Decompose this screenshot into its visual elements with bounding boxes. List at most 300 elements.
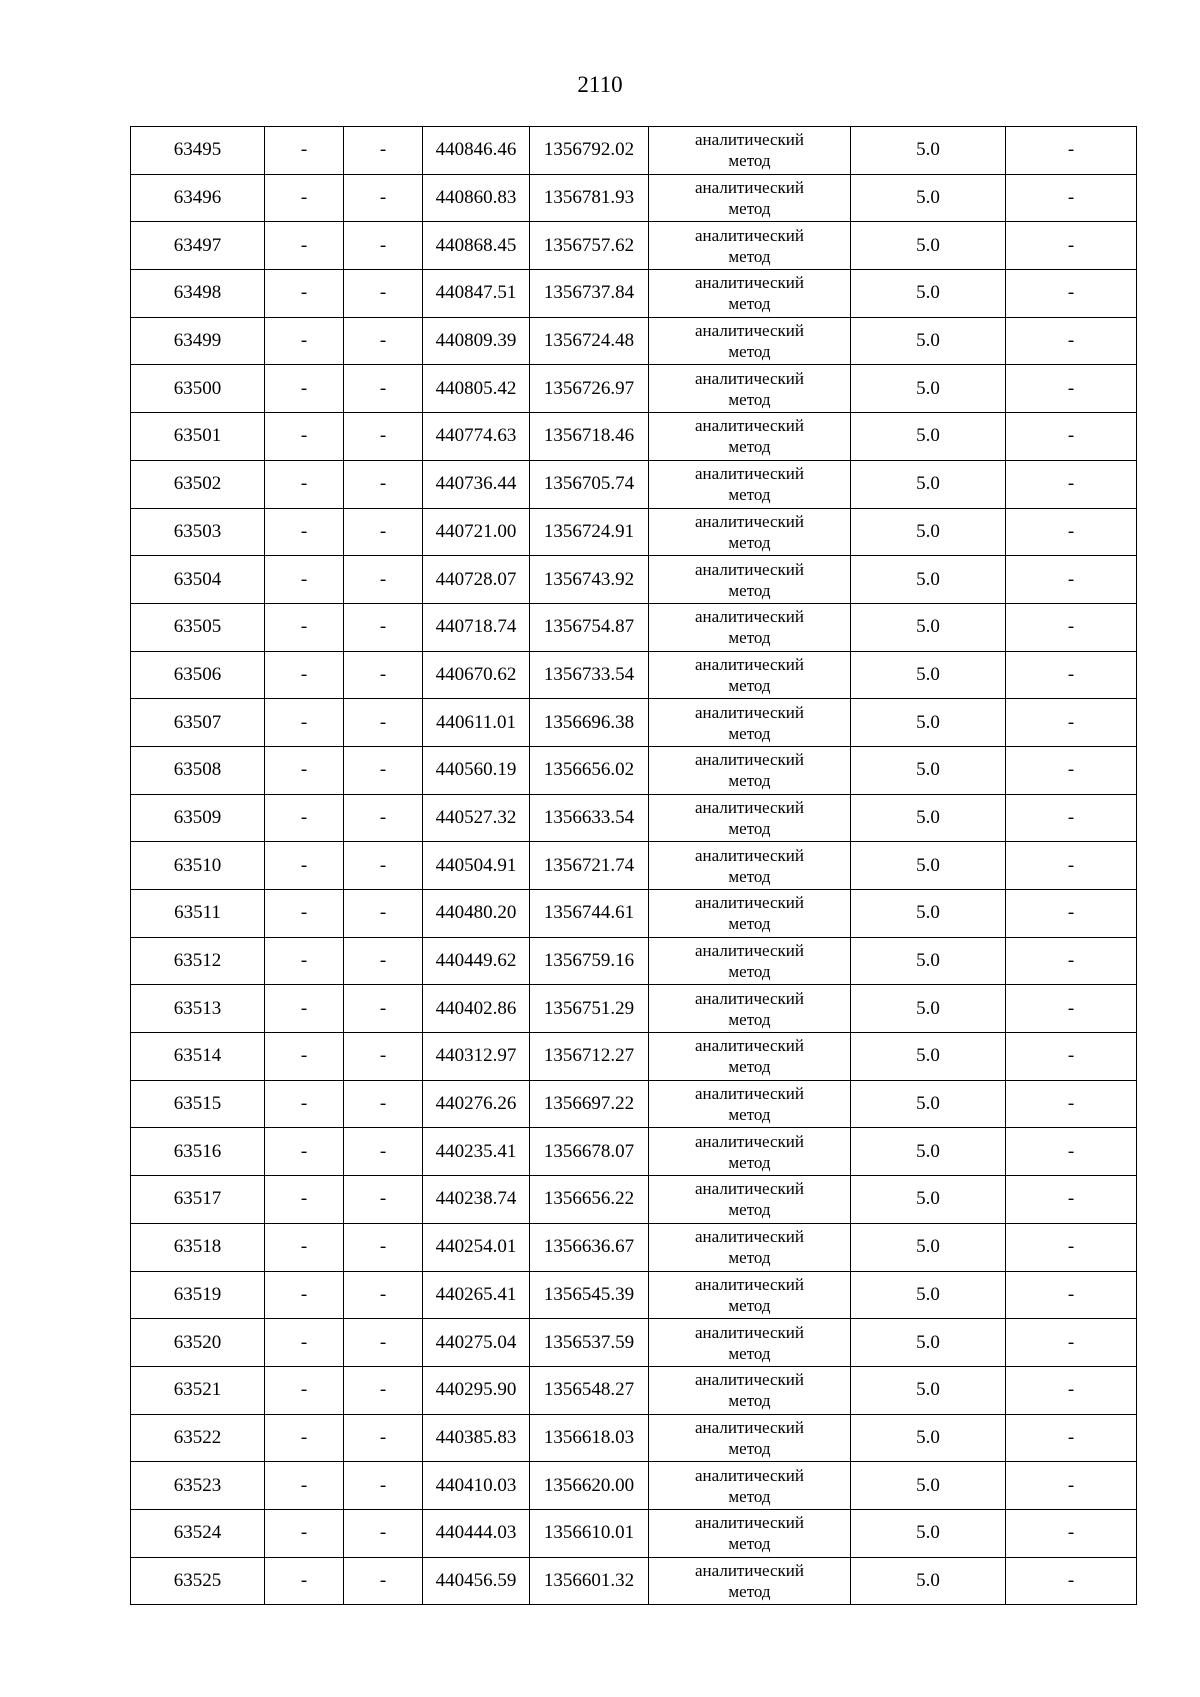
empty-value-cell: - [1006, 365, 1137, 413]
empty-value-cell: - [344, 1080, 423, 1128]
method-label-line2: метод [728, 675, 771, 695]
x-coordinate-cell: 440276.26 [423, 1080, 530, 1128]
accuracy-cell: 5.0 [851, 842, 1006, 890]
method-label-line2: метод [728, 914, 771, 934]
x-coordinate-cell: 440275.04 [423, 1319, 530, 1367]
empty-value-cell: - [265, 460, 344, 508]
accuracy-cell: 5.0 [851, 603, 1006, 651]
method-label-line1: аналитический [695, 702, 804, 722]
x-coordinate-cell: 440868.45 [423, 222, 530, 270]
method-label-line1: аналитический [695, 1322, 804, 1342]
empty-value-cell: - [344, 1271, 423, 1319]
table-row [131, 603, 1137, 651]
method-cell [649, 1223, 851, 1271]
y-coordinate-cell: 1356633.54 [530, 794, 649, 842]
accuracy-cell: 5.0 [851, 1223, 1006, 1271]
x-coordinate-cell: 440402.86 [423, 985, 530, 1033]
empty-value-cell: - [1006, 222, 1137, 270]
empty-value-cell: - [344, 222, 423, 270]
y-coordinate-cell: 1356759.16 [530, 937, 649, 985]
empty-value-cell: - [1006, 174, 1137, 222]
empty-value-cell: - [344, 174, 423, 222]
method-label-line2: метод [728, 723, 771, 743]
y-coordinate-cell: 1356678.07 [530, 1128, 649, 1176]
empty-value-cell: - [344, 556, 423, 604]
empty-value-cell: - [265, 842, 344, 890]
y-coordinate-cell: 1356601.32 [530, 1557, 649, 1605]
accuracy-cell: 5.0 [851, 174, 1006, 222]
table-row [131, 1509, 1137, 1557]
x-coordinate-cell: 440846.46 [423, 127, 530, 175]
x-coordinate-cell: 440527.32 [423, 794, 530, 842]
point-number-cell: 63522 [131, 1414, 265, 1462]
empty-value-cell: - [1006, 937, 1137, 985]
y-coordinate-cell: 1356757.62 [530, 222, 649, 270]
point-number-cell: 63497 [131, 222, 265, 270]
table-row [131, 842, 1137, 890]
empty-value-cell: - [344, 508, 423, 556]
table-row [131, 174, 1137, 222]
x-coordinate-cell: 440611.01 [423, 699, 530, 747]
method-cell [649, 842, 851, 890]
table-row [131, 508, 1137, 556]
method-label-line2: метод [728, 151, 771, 171]
y-coordinate-cell: 1356744.61 [530, 890, 649, 938]
method-label-line1: аналитический [695, 654, 804, 674]
table-row [131, 937, 1137, 985]
y-coordinate-cell: 1356610.01 [530, 1509, 649, 1557]
method-label-line1: аналитический [695, 1131, 804, 1151]
empty-value-cell: - [344, 1223, 423, 1271]
method-label-line1: аналитический [695, 511, 804, 531]
method-cell [649, 1414, 851, 1462]
method-label-line2: метод [728, 246, 771, 266]
empty-value-cell: - [1006, 460, 1137, 508]
method-label-line2: метод [728, 1105, 771, 1125]
empty-value-cell: - [1006, 794, 1137, 842]
x-coordinate-cell: 440385.83 [423, 1414, 530, 1462]
point-number-cell: 63511 [131, 890, 265, 938]
empty-value-cell: - [265, 1271, 344, 1319]
method-cell [649, 1319, 851, 1367]
accuracy-cell: 5.0 [851, 460, 1006, 508]
method-label-line2: метод [728, 1057, 771, 1077]
empty-value-cell: - [265, 270, 344, 318]
empty-value-cell: - [344, 937, 423, 985]
empty-value-cell: - [265, 365, 344, 413]
empty-value-cell: - [344, 365, 423, 413]
empty-value-cell: - [265, 127, 344, 175]
table-row [131, 1271, 1137, 1319]
method-cell [649, 1271, 851, 1319]
table-row [131, 890, 1137, 938]
method-label-line2: метод [728, 1009, 771, 1029]
x-coordinate-cell: 440312.97 [423, 1033, 530, 1081]
empty-value-cell: - [1006, 1223, 1137, 1271]
method-label-line2: метод [728, 485, 771, 505]
table-row [131, 651, 1137, 699]
empty-value-cell: - [265, 1414, 344, 1462]
empty-value-cell: - [344, 1414, 423, 1462]
method-label-line1: аналитический [695, 273, 804, 293]
method-label-line1: аналитический [695, 893, 804, 913]
empty-value-cell: - [1006, 1080, 1137, 1128]
y-coordinate-cell: 1356712.27 [530, 1033, 649, 1081]
empty-value-cell: - [265, 1128, 344, 1176]
point-number-cell: 63524 [131, 1509, 265, 1557]
empty-value-cell: - [265, 699, 344, 747]
empty-value-cell: - [1006, 270, 1137, 318]
method-label-line2: метод [728, 1200, 771, 1220]
method-label-line1: аналитический [695, 464, 804, 484]
method-label-line2: метод [728, 1391, 771, 1411]
empty-value-cell: - [344, 603, 423, 651]
empty-value-cell: - [265, 174, 344, 222]
y-coordinate-cell: 1356781.93 [530, 174, 649, 222]
method-cell [649, 603, 851, 651]
empty-value-cell: - [1006, 127, 1137, 175]
accuracy-cell: 5.0 [851, 508, 1006, 556]
page-number: 2110 [577, 72, 623, 97]
method-label-line1: аналитический [695, 1274, 804, 1294]
y-coordinate-cell: 1356636.67 [530, 1223, 649, 1271]
table-row [131, 460, 1137, 508]
method-label-line2: метод [728, 771, 771, 791]
accuracy-cell: 5.0 [851, 985, 1006, 1033]
method-label-line2: метод [728, 580, 771, 600]
empty-value-cell: - [1006, 603, 1137, 651]
accuracy-cell: 5.0 [851, 317, 1006, 365]
point-number-cell: 63510 [131, 842, 265, 890]
method-cell [649, 1366, 851, 1414]
point-number-cell: 63517 [131, 1176, 265, 1224]
method-label-line2: метод [728, 437, 771, 457]
table-row [131, 1033, 1137, 1081]
empty-value-cell: - [1006, 651, 1137, 699]
y-coordinate-cell: 1356620.00 [530, 1462, 649, 1510]
empty-value-cell: - [1006, 1176, 1137, 1224]
method-cell [649, 222, 851, 270]
y-coordinate-cell: 1356751.29 [530, 985, 649, 1033]
table-row [131, 1223, 1137, 1271]
method-cell [649, 1080, 851, 1128]
table-row [131, 1176, 1137, 1224]
empty-value-cell: - [265, 1176, 344, 1224]
point-number-cell: 63500 [131, 365, 265, 413]
empty-value-cell: - [265, 1366, 344, 1414]
y-coordinate-cell: 1356724.91 [530, 508, 649, 556]
point-number-cell: 63499 [131, 317, 265, 365]
empty-value-cell: - [1006, 317, 1137, 365]
empty-value-cell: - [1006, 1319, 1137, 1367]
method-label-line1: аналитический [695, 988, 804, 1008]
point-number-cell: 63508 [131, 746, 265, 794]
accuracy-cell: 5.0 [851, 1176, 1006, 1224]
point-number-cell: 63496 [131, 174, 265, 222]
empty-value-cell: - [344, 1128, 423, 1176]
accuracy-cell: 5.0 [851, 1366, 1006, 1414]
y-coordinate-cell: 1356718.46 [530, 413, 649, 461]
method-label-line2: метод [728, 628, 771, 648]
empty-value-cell: - [265, 1509, 344, 1557]
y-coordinate-cell: 1356705.74 [530, 460, 649, 508]
accuracy-cell: 5.0 [851, 127, 1006, 175]
point-number-cell: 63509 [131, 794, 265, 842]
method-label-line2: метод [728, 1581, 771, 1601]
empty-value-cell: - [344, 985, 423, 1033]
method-label-line1: аналитический [695, 1370, 804, 1390]
empty-value-cell: - [1006, 1414, 1137, 1462]
method-cell [649, 556, 851, 604]
empty-value-cell: - [344, 127, 423, 175]
empty-value-cell: - [344, 1462, 423, 1510]
accuracy-cell: 5.0 [851, 1557, 1006, 1605]
empty-value-cell: - [265, 937, 344, 985]
method-label-line2: метод [728, 1438, 771, 1458]
table-body [131, 127, 1137, 1605]
x-coordinate-cell: 440265.41 [423, 1271, 530, 1319]
empty-value-cell: - [1006, 413, 1137, 461]
table-row [131, 1462, 1137, 1510]
y-coordinate-cell: 1356696.38 [530, 699, 649, 747]
table-row [131, 556, 1137, 604]
method-label-line1: аналитический [695, 178, 804, 198]
point-number-cell: 63501 [131, 413, 265, 461]
empty-value-cell: - [1006, 890, 1137, 938]
table-row [131, 365, 1137, 413]
empty-value-cell: - [1006, 1128, 1137, 1176]
method-label-line2: метод [728, 1486, 771, 1506]
method-label-line1: аналитический [695, 607, 804, 627]
empty-value-cell: - [1006, 746, 1137, 794]
x-coordinate-cell: 440410.03 [423, 1462, 530, 1510]
method-cell [649, 127, 851, 175]
y-coordinate-cell: 1356737.84 [530, 270, 649, 318]
empty-value-cell: - [344, 1366, 423, 1414]
empty-value-cell: - [344, 890, 423, 938]
empty-value-cell: - [265, 222, 344, 270]
empty-value-cell: - [344, 270, 423, 318]
y-coordinate-cell: 1356726.97 [530, 365, 649, 413]
empty-value-cell: - [344, 1509, 423, 1557]
point-number-cell: 63507 [131, 699, 265, 747]
table-row [131, 985, 1137, 1033]
accuracy-cell: 5.0 [851, 1128, 1006, 1176]
empty-value-cell: - [344, 1176, 423, 1224]
point-number-cell: 63512 [131, 937, 265, 985]
x-coordinate-cell: 440847.51 [423, 270, 530, 318]
point-number-cell: 63519 [131, 1271, 265, 1319]
x-coordinate-cell: 440560.19 [423, 746, 530, 794]
accuracy-cell: 5.0 [851, 1033, 1006, 1081]
method-label-line2: метод [728, 1152, 771, 1172]
method-label-line2: метод [728, 818, 771, 838]
empty-value-cell: - [1006, 1033, 1137, 1081]
empty-value-cell: - [1006, 1509, 1137, 1557]
point-number-cell: 63518 [131, 1223, 265, 1271]
empty-value-cell: - [344, 1319, 423, 1367]
method-label-line1: аналитический [695, 797, 804, 817]
table-row [131, 413, 1137, 461]
empty-value-cell: - [344, 460, 423, 508]
accuracy-cell: 5.0 [851, 556, 1006, 604]
accuracy-cell: 5.0 [851, 270, 1006, 318]
method-cell [649, 508, 851, 556]
accuracy-cell: 5.0 [851, 937, 1006, 985]
x-coordinate-cell: 440456.59 [423, 1557, 530, 1605]
method-label-line2: метод [728, 962, 771, 982]
empty-value-cell: - [265, 508, 344, 556]
accuracy-cell: 5.0 [851, 1462, 1006, 1510]
table-row [131, 746, 1137, 794]
method-cell [649, 413, 851, 461]
method-label-line2: метод [728, 1534, 771, 1554]
accuracy-cell: 5.0 [851, 746, 1006, 794]
x-coordinate-cell: 440295.90 [423, 1366, 530, 1414]
method-cell [649, 1033, 851, 1081]
y-coordinate-cell: 1356545.39 [530, 1271, 649, 1319]
x-coordinate-cell: 440774.63 [423, 413, 530, 461]
coordinates-table [130, 126, 1137, 1605]
method-label-line2: метод [728, 532, 771, 552]
method-cell [649, 270, 851, 318]
table-row [131, 270, 1137, 318]
method-cell [649, 794, 851, 842]
x-coordinate-cell: 440736.44 [423, 460, 530, 508]
empty-value-cell: - [344, 699, 423, 747]
x-coordinate-cell: 440721.00 [423, 508, 530, 556]
method-label-line2: метод [728, 866, 771, 886]
accuracy-cell: 5.0 [851, 1080, 1006, 1128]
point-number-cell: 63515 [131, 1080, 265, 1128]
point-number-cell: 63523 [131, 1462, 265, 1510]
method-cell [649, 746, 851, 794]
y-coordinate-cell: 1356743.92 [530, 556, 649, 604]
empty-value-cell: - [1006, 556, 1137, 604]
table-row [131, 1319, 1137, 1367]
method-cell [649, 1557, 851, 1605]
point-number-cell: 63521 [131, 1366, 265, 1414]
y-coordinate-cell: 1356618.03 [530, 1414, 649, 1462]
empty-value-cell: - [265, 794, 344, 842]
table-row [131, 699, 1137, 747]
method-label-line1: аналитический [695, 1465, 804, 1485]
y-coordinate-cell: 1356721.74 [530, 842, 649, 890]
method-label-line1: аналитический [695, 941, 804, 961]
method-label-line2: метод [728, 199, 771, 219]
x-coordinate-cell: 440805.42 [423, 365, 530, 413]
y-coordinate-cell: 1356656.22 [530, 1176, 649, 1224]
method-label-line1: аналитический [695, 1179, 804, 1199]
x-coordinate-cell: 440728.07 [423, 556, 530, 604]
empty-value-cell: - [344, 794, 423, 842]
empty-value-cell: - [265, 985, 344, 1033]
empty-value-cell: - [265, 1033, 344, 1081]
method-cell [649, 1128, 851, 1176]
method-cell [649, 1509, 851, 1557]
empty-value-cell: - [265, 1557, 344, 1605]
method-cell [649, 365, 851, 413]
empty-value-cell: - [1006, 699, 1137, 747]
method-label-line1: аналитический [695, 1513, 804, 1533]
accuracy-cell: 5.0 [851, 365, 1006, 413]
method-label-line1: аналитический [695, 321, 804, 341]
y-coordinate-cell: 1356792.02 [530, 127, 649, 175]
point-number-cell: 63520 [131, 1319, 265, 1367]
point-number-cell: 63504 [131, 556, 265, 604]
table-row [131, 1557, 1137, 1605]
empty-value-cell: - [344, 651, 423, 699]
empty-value-cell: - [265, 603, 344, 651]
y-coordinate-cell: 1356697.22 [530, 1080, 649, 1128]
method-label-line2: метод [728, 294, 771, 314]
empty-value-cell: - [1006, 842, 1137, 890]
accuracy-cell: 5.0 [851, 1414, 1006, 1462]
empty-value-cell: - [1006, 1366, 1137, 1414]
point-number-cell: 63525 [131, 1557, 265, 1605]
table-row [131, 794, 1137, 842]
accuracy-cell: 5.0 [851, 651, 1006, 699]
y-coordinate-cell: 1356733.54 [530, 651, 649, 699]
point-number-cell: 63502 [131, 460, 265, 508]
point-number-cell: 63513 [131, 985, 265, 1033]
table-row [131, 222, 1137, 270]
x-coordinate-cell: 440718.74 [423, 603, 530, 651]
x-coordinate-cell: 440670.62 [423, 651, 530, 699]
y-coordinate-cell: 1356656.02 [530, 746, 649, 794]
table-row [131, 127, 1137, 175]
empty-value-cell: - [265, 1319, 344, 1367]
x-coordinate-cell: 440809.39 [423, 317, 530, 365]
x-coordinate-cell: 440504.91 [423, 842, 530, 890]
accuracy-cell: 5.0 [851, 890, 1006, 938]
empty-value-cell: - [265, 1462, 344, 1510]
method-label-line1: аналитический [695, 368, 804, 388]
method-label-line1: аналитический [695, 1036, 804, 1056]
x-coordinate-cell: 440449.62 [423, 937, 530, 985]
point-number-cell: 63495 [131, 127, 265, 175]
empty-value-cell: - [1006, 1557, 1137, 1605]
empty-value-cell: - [265, 413, 344, 461]
point-number-cell: 63503 [131, 508, 265, 556]
method-label-line1: аналитический [695, 1560, 804, 1580]
x-coordinate-cell: 440235.41 [423, 1128, 530, 1176]
y-coordinate-cell: 1356537.59 [530, 1319, 649, 1367]
table-row [131, 1128, 1137, 1176]
method-label-line1: аналитический [695, 559, 804, 579]
empty-value-cell: - [344, 1557, 423, 1605]
empty-value-cell: - [344, 1033, 423, 1081]
y-coordinate-cell: 1356754.87 [530, 603, 649, 651]
table-row [131, 1414, 1137, 1462]
method-cell [649, 985, 851, 1033]
method-cell [649, 651, 851, 699]
method-cell [649, 460, 851, 508]
table-row [131, 317, 1137, 365]
accuracy-cell: 5.0 [851, 794, 1006, 842]
method-label-line2: метод [728, 342, 771, 362]
accuracy-cell: 5.0 [851, 699, 1006, 747]
empty-value-cell: - [265, 746, 344, 794]
method-label-line1: аналитический [695, 845, 804, 865]
point-number-cell: 63514 [131, 1033, 265, 1081]
method-label-line2: метод [728, 1248, 771, 1268]
empty-value-cell: - [1006, 985, 1137, 1033]
method-cell [649, 699, 851, 747]
table-row [131, 1366, 1137, 1414]
empty-value-cell: - [1006, 1271, 1137, 1319]
method-label-line2: метод [728, 1295, 771, 1315]
